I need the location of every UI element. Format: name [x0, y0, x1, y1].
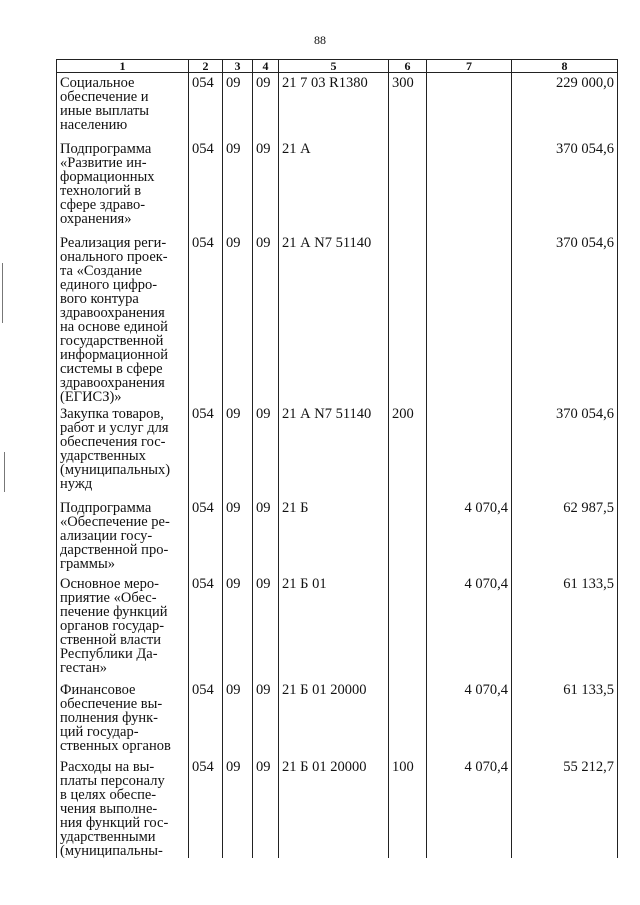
scan-mark — [4, 452, 5, 492]
row-expense-type — [389, 233, 427, 404]
budget-table — [56, 59, 618, 858]
table-row — [57, 498, 618, 574]
row-target-article: 21 Б 01 20000 — [279, 680, 389, 757]
row-amount-7 — [427, 233, 512, 404]
row-section: 09 — [223, 498, 253, 574]
row-amount-7: 4 070,4 — [427, 574, 512, 680]
row-name: Подпрограмма «Развитие ин- формационных технологий в сфере здраво- охранения» — [57, 139, 189, 233]
table-row — [57, 404, 618, 498]
row-amount-8: 370 054,6 — [512, 233, 618, 404]
row-expense-type: 200 — [389, 404, 427, 498]
row-name: Социальное обеспечение и иные выплаты населению — [57, 73, 189, 139]
row-admin-code: 054 — [189, 498, 223, 574]
header-col-6: 6 — [389, 60, 427, 73]
header-col-3: 3 — [223, 60, 253, 73]
header-col-2: 2 — [189, 60, 223, 73]
row-admin-code: 054 — [189, 233, 223, 404]
header-col-7: 7 — [427, 60, 512, 73]
table-row — [57, 757, 618, 858]
row-section: 09 — [223, 680, 253, 757]
header-row — [57, 60, 618, 73]
row-admin-code: 054 — [189, 574, 223, 680]
row-admin-code: 054 — [189, 757, 223, 858]
row-target-article: 21 А — [279, 139, 389, 233]
row-amount-7: 4 070,4 — [427, 680, 512, 757]
header-col-8: 8 — [512, 60, 618, 73]
row-expense-type — [389, 680, 427, 757]
row-section: 09 — [223, 757, 253, 858]
row-admin-code: 054 — [189, 73, 223, 139]
page-number: 88 — [314, 33, 326, 47]
row-name: Финансовое обеспечение вы- полнения функ- ций государ- ственных органов — [57, 680, 189, 757]
row-name: Закупка товаров, работ и услуг для обеспечения гос- ударственных (муниципальных) нужд — [57, 404, 189, 498]
row-subsection: 09 — [253, 498, 279, 574]
row-amount-7 — [427, 139, 512, 233]
row-amount-8: 370 054,6 — [512, 404, 618, 498]
table-row — [57, 680, 618, 757]
row-subsection: 09 — [253, 680, 279, 757]
row-name: Подпрограмма «Обеспечение ре- ализации госу- дарственной про- граммы» — [57, 498, 189, 574]
row-amount-7: 4 070,4 — [427, 498, 512, 574]
row-section: 09 — [223, 233, 253, 404]
row-expense-type: 100 — [389, 757, 427, 858]
row-admin-code: 054 — [189, 404, 223, 498]
row-section: 09 — [223, 73, 253, 139]
row-amount-8: 370 054,6 — [512, 139, 618, 233]
row-amount-8: 61 133,5 — [512, 680, 618, 757]
header-col-4: 4 — [253, 60, 279, 73]
row-target-article: 21 Б — [279, 498, 389, 574]
row-expense-type — [389, 574, 427, 680]
header-col-1: 1 — [57, 60, 189, 73]
row-section: 09 — [223, 404, 253, 498]
row-target-article: 21 А N7 51140 — [279, 233, 389, 404]
row-amount-7 — [427, 73, 512, 139]
row-admin-code: 054 — [189, 139, 223, 233]
table-row — [57, 73, 618, 139]
row-target-article: 21 А N7 51140 — [279, 404, 389, 498]
row-subsection: 09 — [253, 139, 279, 233]
header-col-5: 5 — [279, 60, 389, 73]
row-subsection: 09 — [253, 404, 279, 498]
row-section: 09 — [223, 139, 253, 233]
row-section: 09 — [223, 574, 253, 680]
row-admin-code: 054 — [189, 680, 223, 757]
row-amount-8: 61 133,5 — [512, 574, 618, 680]
row-amount-7: 4 070,4 — [427, 757, 512, 858]
row-target-article: 21 Б 01 20000 — [279, 757, 389, 858]
row-subsection: 09 — [253, 233, 279, 404]
row-name: Расходы на вы- платы персоналу в целях обеспе- чения выполне- ния функций гос- ударственными (муниципальны- — [57, 757, 189, 858]
row-name: Реализация реги- онального проек- та «Создание единого цифро- вого контура здравоохранения на основе единой государственной информационной системы в сфере здравоохранения (ЕГИСЗ)» — [57, 233, 189, 404]
row-amount-8: 62 987,5 — [512, 498, 618, 574]
row-amount-8: 55 212,7 — [512, 757, 618, 858]
row-target-article: 21 7 03 R1380 — [279, 73, 389, 139]
scan-mark — [2, 263, 3, 323]
table-row — [57, 233, 618, 404]
row-amount-8: 229 000,0 — [512, 73, 618, 139]
row-amount-7 — [427, 404, 512, 498]
row-expense-type: 300 — [389, 73, 427, 139]
row-expense-type — [389, 139, 427, 233]
row-subsection: 09 — [253, 757, 279, 858]
table-row — [57, 139, 618, 233]
row-subsection: 09 — [253, 73, 279, 139]
row-target-article: 21 Б 01 — [279, 574, 389, 680]
row-name: Основное меро- приятие «Обес- печение функций органов государ- ственной власти Республики Да- гестан» — [57, 574, 189, 680]
table-row — [57, 574, 618, 680]
row-subsection: 09 — [253, 574, 279, 680]
table-body — [57, 73, 618, 858]
row-expense-type — [389, 498, 427, 574]
